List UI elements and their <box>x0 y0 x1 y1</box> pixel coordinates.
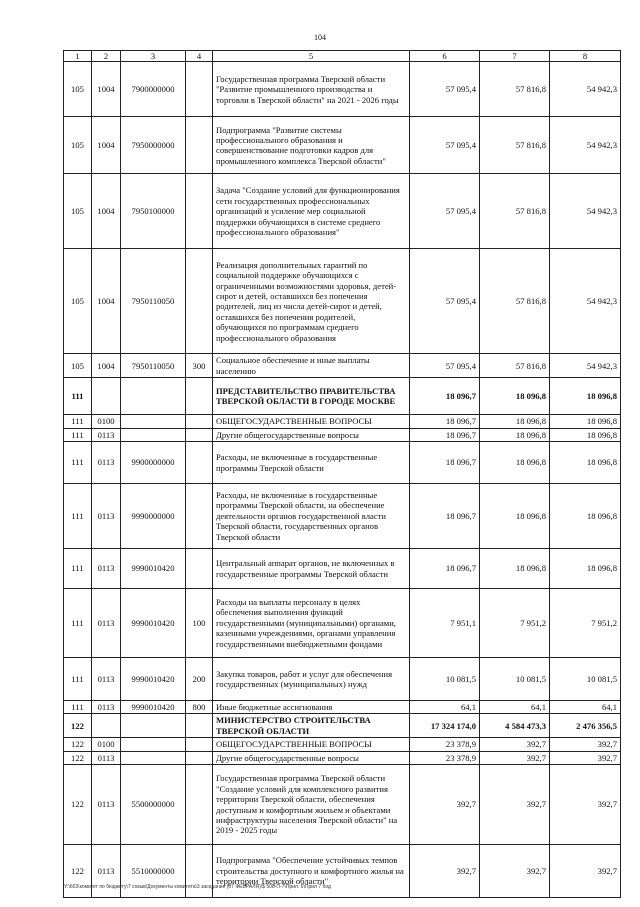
amount-year3-cell: 18 096,8 <box>550 428 621 441</box>
amount-year1-cell: 18 096,7 <box>410 415 480 428</box>
expense-type-cell <box>186 378 213 415</box>
amount-year3-cell: 392,7 <box>550 845 621 898</box>
column-header-1: 1 <box>64 51 92 62</box>
target-article-cell: 9900000000 <box>121 442 186 484</box>
expense-type-cell <box>186 415 213 428</box>
target-article-cell: 7950100000 <box>121 174 186 249</box>
amount-year2-cell: 18 096,8 <box>480 428 550 441</box>
amount-year3-cell: 54 942,3 <box>550 174 621 249</box>
section-code-cell: 0113 <box>92 549 121 589</box>
description-cell: Другие общегосударственные вопросы <box>213 751 410 764</box>
section-code-cell <box>92 378 121 415</box>
table-row <box>64 378 621 415</box>
amount-year3-cell: 18 096,8 <box>550 378 621 415</box>
description-cell: ПРЕДСТАВИТЕЛЬСТВО ПРАВИТЕЛЬСТВА ТВЕРСКОЙ ОБЛАСТИ В ГОРОДЕ МОСКВЕ <box>213 378 410 415</box>
amount-year2-cell: 57 816,8 <box>480 249 550 354</box>
description-cell: Расходы, не включенные в государственные программы Тверской области, на обеспечение деятельности органов государственной власти Тверской области, государственных органов Тверской области <box>213 484 410 549</box>
column-header-6: 6 <box>410 51 480 62</box>
description-cell: МИНИСТЕРСТВО СТРОИТЕЛЬСТВА ТВЕРСКОЙ ОБЛАСТИ <box>213 714 410 738</box>
amount-year3-cell: 54 942,3 <box>550 62 621 117</box>
admin-code-cell: 105 <box>64 117 92 174</box>
target-article-cell <box>121 751 186 764</box>
expense-type-cell: 300 <box>186 354 213 378</box>
amount-year1-cell: 18 096,7 <box>410 428 480 441</box>
column-header-4: 4 <box>186 51 213 62</box>
description-cell: ОБЩЕГОСУДАРСТВЕННЫЕ ВОПРОСЫ <box>213 415 410 428</box>
amount-year3-cell: 54 942,3 <box>550 354 621 378</box>
table-row <box>64 62 621 117</box>
amount-year2-cell: 392,7 <box>480 765 550 845</box>
admin-code-cell: 105 <box>64 249 92 354</box>
amount-year2-cell: 4 584 473,3 <box>480 714 550 738</box>
admin-code-cell: 122 <box>64 714 92 738</box>
header-row <box>64 51 621 62</box>
admin-code-cell: 111 <box>64 415 92 428</box>
admin-code-cell: 105 <box>64 354 92 378</box>
target-article-cell <box>121 428 186 441</box>
description-cell: ОБЩЕГОСУДАРСТВЕННЫЕ ВОПРОСЫ <box>213 738 410 751</box>
section-code-cell: 0113 <box>92 484 121 549</box>
table-row <box>64 701 621 714</box>
amount-year1-cell: 18 096,7 <box>410 549 480 589</box>
amount-year2-cell: 392,7 <box>480 751 550 764</box>
column-header-8: 8 <box>550 51 621 62</box>
amount-year1-cell: 10 081,5 <box>410 658 480 701</box>
description-cell: Государственная программа Тверской области "Создание условий для комплексного развития территории Тверской области, обеспечения доступным и комфортным жильем и объектами инфраструктуры населения Тверской области" на 2019 - 2025 годы <box>213 765 410 845</box>
table-row <box>64 765 621 845</box>
table-row <box>64 589 621 658</box>
target-article-cell: 9990010420 <box>121 701 186 714</box>
amount-year2-cell: 18 096,8 <box>480 415 550 428</box>
amount-year3-cell: 10 081,5 <box>550 658 621 701</box>
amount-year3-cell: 18 096,8 <box>550 442 621 484</box>
section-code-cell: 1004 <box>92 354 121 378</box>
expense-type-cell <box>186 549 213 589</box>
admin-code-cell: 111 <box>64 428 92 441</box>
amount-year2-cell: 392,7 <box>480 738 550 751</box>
budget-table <box>63 50 621 898</box>
admin-code-cell: 105 <box>64 62 92 117</box>
amount-year1-cell: 392,7 <box>410 765 480 845</box>
amount-year3-cell: 2 476 356,5 <box>550 714 621 738</box>
description-cell: Закупка товаров, работ и услуг для обеспечения государственных (муниципальных) нужд <box>213 658 410 701</box>
amount-year1-cell: 57 095,4 <box>410 62 480 117</box>
expense-type-cell <box>186 484 213 549</box>
expense-type-cell <box>186 442 213 484</box>
table-row <box>64 415 621 428</box>
amount-year1-cell: 23 378,9 <box>410 738 480 751</box>
description-cell: Социальное обеспечение и иные выплаты населению <box>213 354 410 378</box>
amount-year2-cell: 57 816,8 <box>480 62 550 117</box>
table-row <box>64 117 621 174</box>
section-code-cell: 0100 <box>92 738 121 751</box>
admin-code-cell: 122 <box>64 738 92 751</box>
expense-type-cell <box>186 62 213 117</box>
amount-year2-cell: 18 096,8 <box>480 484 550 549</box>
section-code-cell: 0113 <box>92 658 121 701</box>
footer-path: Y:\603\комитет по бюджету\7 созыв\Документы комитета\3 заседание (07 ФЕВРАЛЯ)\$ 508-П-7\Прил. 6\Прил 7 бод <box>64 884 331 890</box>
amount-year2-cell: 10 081,5 <box>480 658 550 701</box>
expense-type-cell: 100 <box>186 589 213 658</box>
target-article-cell <box>121 714 186 738</box>
table-row <box>64 428 621 441</box>
amount-year3-cell: 392,7 <box>550 751 621 764</box>
table-row <box>64 738 621 751</box>
admin-code-cell: 111 <box>64 378 92 415</box>
expense-type-cell <box>186 765 213 845</box>
expense-type-cell <box>186 117 213 174</box>
amount-year1-cell: 17 324 174,0 <box>410 714 480 738</box>
amount-year1-cell: 7 951,1 <box>410 589 480 658</box>
description-cell: Подпрограмма "Развитие системы профессионального образования и совершенствование подготовки кадров для промышленного комплекса Тверской области" <box>213 117 410 174</box>
table-row <box>64 174 621 249</box>
amount-year1-cell: 18 096,7 <box>410 442 480 484</box>
amount-year2-cell: 18 096,8 <box>480 378 550 415</box>
amount-year2-cell: 57 816,8 <box>480 354 550 378</box>
amount-year3-cell: 392,7 <box>550 765 621 845</box>
amount-year1-cell: 392,7 <box>410 845 480 898</box>
expense-type-cell <box>186 738 213 751</box>
target-article-cell: 9990010420 <box>121 658 186 701</box>
target-article-cell: 7950110050 <box>121 249 186 354</box>
amount-year3-cell: 54 942,3 <box>550 117 621 174</box>
section-code-cell: 1004 <box>92 117 121 174</box>
amount-year3-cell: 18 096,8 <box>550 484 621 549</box>
amount-year2-cell: 64,1 <box>480 701 550 714</box>
amount-year1-cell: 18 096,7 <box>410 484 480 549</box>
target-article-cell: 5500000000 <box>121 765 186 845</box>
admin-code-cell: 111 <box>64 658 92 701</box>
expense-type-cell: 800 <box>186 701 213 714</box>
admin-code-cell: 122 <box>64 845 92 898</box>
expense-type-cell <box>186 174 213 249</box>
description-cell: Задача "Создание условий для функционирования сети государственных профессиональных организаций и усиление мер социальной поддержки обучающихся в системе среднего профессионального образования" <box>213 174 410 249</box>
amount-year2-cell: 18 096,8 <box>480 442 550 484</box>
section-code-cell: 0113 <box>92 751 121 764</box>
table-body <box>64 62 621 898</box>
description-cell: Расходы на выплаты персоналу в целях обеспечения выполнения функций государственными (муниципальными) органами, казенными учреждениями, органами управления государственными внебюджетными фондами <box>213 589 410 658</box>
table-row <box>64 714 621 738</box>
expense-type-cell <box>186 751 213 764</box>
target-article-cell: 9990000000 <box>121 484 186 549</box>
table-row <box>64 751 621 764</box>
section-code-cell: 0113 <box>92 765 121 845</box>
expense-type-cell <box>186 249 213 354</box>
admin-code-cell: 122 <box>64 765 92 845</box>
amount-year2-cell: 18 096,8 <box>480 549 550 589</box>
amount-year2-cell: 57 816,8 <box>480 117 550 174</box>
admin-code-cell: 105 <box>64 174 92 249</box>
amount-year3-cell: 54 942,3 <box>550 249 621 354</box>
section-code-cell: 0100 <box>92 415 121 428</box>
column-header-7: 7 <box>480 51 550 62</box>
amount-year3-cell: 18 096,8 <box>550 549 621 589</box>
section-code-cell: 1004 <box>92 249 121 354</box>
admin-code-cell: 111 <box>64 701 92 714</box>
amount-year1-cell: 18 096,7 <box>410 378 480 415</box>
target-article-cell: 5510000000 <box>121 845 186 898</box>
target-article-cell: 7950000000 <box>121 117 186 174</box>
description-cell: Государственная программа Тверской области "Развитие промышленного производства и торговли в Тверской области" на 2021 - 2026 годы <box>213 62 410 117</box>
target-article-cell: 9990010420 <box>121 589 186 658</box>
description-cell: Расходы, не включенные в государственные программы Тверской области <box>213 442 410 484</box>
admin-code-cell: 111 <box>64 549 92 589</box>
table-row <box>64 354 621 378</box>
table-row <box>64 484 621 549</box>
description-cell: Иные бюджетные ассигнования <box>213 701 410 714</box>
column-header-5: 5 <box>213 51 410 62</box>
target-article-cell <box>121 415 186 428</box>
section-code-cell: 0113 <box>92 845 121 898</box>
section-code-cell: 0113 <box>92 442 121 484</box>
column-header-2: 2 <box>92 51 121 62</box>
target-article-cell: 9990010420 <box>121 549 186 589</box>
page-number: 104 <box>314 33 326 42</box>
amount-year2-cell: 7 951,2 <box>480 589 550 658</box>
amount-year1-cell: 64,1 <box>410 701 480 714</box>
table-row <box>64 658 621 701</box>
amount-year3-cell: 64,1 <box>550 701 621 714</box>
target-article-cell <box>121 378 186 415</box>
amount-year1-cell: 57 095,4 <box>410 117 480 174</box>
table-row <box>64 249 621 354</box>
description-cell: Центральный аппарат органов, не включенных в государственные программы Тверской области <box>213 549 410 589</box>
amount-year2-cell: 392,7 <box>480 845 550 898</box>
section-code-cell <box>92 714 121 738</box>
description-cell: Реализация дополнительных гарантий по социальной поддержке обучающихся с ограниченными возможностями здоровья, детей-сирот и детей, оставшихся без попечения родителей, лиц из числа детей-сирот и детей, оставшихся без попечения родителей, обучающихся по программам среднего профессионального образования <box>213 249 410 354</box>
section-code-cell: 0113 <box>92 589 121 658</box>
column-header-3: 3 <box>121 51 186 62</box>
amount-year3-cell: 7 951,2 <box>550 589 621 658</box>
admin-code-cell: 111 <box>64 589 92 658</box>
table-row <box>64 549 621 589</box>
amount-year1-cell: 23 378,9 <box>410 751 480 764</box>
amount-year2-cell: 57 816,8 <box>480 174 550 249</box>
table-row <box>64 442 621 484</box>
expense-type-cell <box>186 714 213 738</box>
amount-year1-cell: 57 095,4 <box>410 354 480 378</box>
amount-year1-cell: 57 095,4 <box>410 174 480 249</box>
amount-year3-cell: 392,7 <box>550 738 621 751</box>
target-article-cell: 7950110050 <box>121 354 186 378</box>
section-code-cell: 0113 <box>92 701 121 714</box>
admin-code-cell: 111 <box>64 484 92 549</box>
expense-type-cell <box>186 428 213 441</box>
target-article-cell <box>121 738 186 751</box>
section-code-cell: 1004 <box>92 174 121 249</box>
section-code-cell: 0113 <box>92 428 121 441</box>
admin-code-cell: 122 <box>64 751 92 764</box>
description-cell: Другие общегосударственные вопросы <box>213 428 410 441</box>
amount-year3-cell: 18 096,8 <box>550 415 621 428</box>
admin-code-cell: 111 <box>64 442 92 484</box>
target-article-cell: 7900000000 <box>121 62 186 117</box>
section-code-cell: 1004 <box>92 62 121 117</box>
expense-type-cell: 200 <box>186 658 213 701</box>
amount-year1-cell: 57 095,4 <box>410 249 480 354</box>
description-cell: Подпрограмма "Обеспечение устойчивых темпов строительства доступного и комфортного жилья на территории Тверской области" <box>213 845 410 898</box>
